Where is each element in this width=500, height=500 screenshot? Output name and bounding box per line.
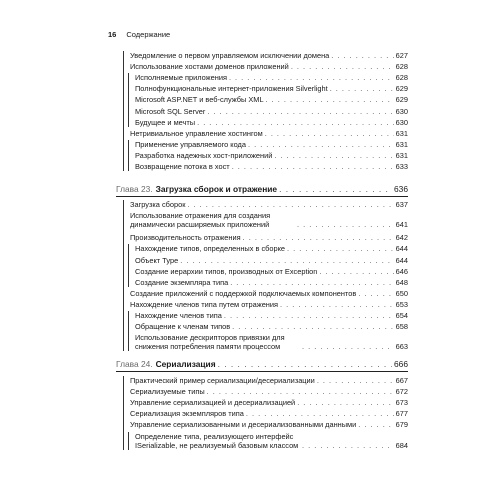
- toc-entry-page: 677: [395, 409, 408, 419]
- toc-entry-title: Возвращение потока в хост: [135, 162, 230, 171]
- toc-entry-page: 650: [395, 288, 408, 298]
- leader-dots: [319, 267, 393, 276]
- leader-dots: [218, 359, 392, 370]
- toc-entry-title: Обращение к членам типов: [135, 322, 231, 332]
- toc-entry-page: 637: [395, 200, 408, 209]
- header-section: Содержание: [126, 30, 171, 39]
- toc-entry-page: 633: [395, 162, 408, 171]
- chapter-label: Глава 24.: [116, 359, 153, 369]
- toc-entry[interactable]: [130, 129, 408, 138]
- leader-dots: [297, 220, 394, 229]
- toc-entry[interactable]: [135, 151, 408, 160]
- toc-entry-page: 631: [395, 150, 408, 160]
- leader-dots: [274, 151, 393, 160]
- toc-entry[interactable]: [135, 107, 408, 116]
- toc-entry-page: 667: [395, 376, 408, 385]
- toc-entry[interactable]: [135, 162, 408, 171]
- toc-entry-page: 631: [395, 139, 408, 149]
- toc-entry-title: Нахождение членов типа: [135, 311, 222, 320]
- group-bar: [123, 376, 124, 450]
- group-bar: [128, 432, 129, 450]
- toc-entry-title: Определение типа, реализующего интерфейс ISerializable, не реализуемый базовым классом: [135, 431, 299, 450]
- toc-entry-page: 653: [395, 299, 408, 309]
- chapter-label: Глава 23.: [116, 184, 153, 194]
- page-number: 16: [108, 30, 117, 39]
- toc-entry[interactable]: [135, 267, 408, 276]
- toc-entry[interactable]: [130, 51, 408, 60]
- leader-dots: [232, 322, 394, 331]
- toc-entry[interactable]: [135, 278, 408, 287]
- leader-dots: [187, 200, 393, 209]
- leader-dots: [331, 51, 393, 60]
- chapter-divider: [116, 196, 408, 197]
- toc-entry-page: 644: [395, 255, 408, 265]
- toc-entry[interactable]: [130, 300, 408, 309]
- leader-dots: [266, 95, 394, 104]
- toc-entry-page: 628: [395, 62, 408, 72]
- leader-dots: [302, 441, 394, 450]
- toc-entry[interactable]: [135, 118, 408, 127]
- chapter-23-heading[interactable]: [116, 183, 408, 195]
- toc-entry-title: Microsoft SQL Server: [135, 106, 206, 116]
- chapter-page: 636: [394, 184, 408, 194]
- toc-entry-title: Создание иерархии типов, производных от Exception: [135, 266, 318, 276]
- leader-dots: [197, 118, 394, 127]
- toc-entry-page: 629: [395, 84, 408, 94]
- toc-entry-page: 631: [395, 128, 408, 138]
- toc-entry[interactable]: [135, 84, 408, 93]
- leader-dots: [280, 300, 394, 309]
- toc-entry-title: Создание приложений с поддержкой подключаемых компонентов: [130, 288, 357, 298]
- toc-entry[interactable]: [130, 398, 408, 407]
- toc-entry-title: Нетривиальное управление хостингом: [130, 128, 263, 138]
- toc-entry-page: 641: [395, 220, 408, 230]
- toc-entry[interactable]: [130, 233, 408, 242]
- toc-entry-page: 673: [395, 398, 408, 408]
- toc-entry[interactable]: [130, 376, 408, 385]
- chapter-divider: [116, 371, 408, 372]
- toc-entry-page: 627: [395, 51, 408, 60]
- leader-dots: [302, 342, 394, 351]
- toc-entry[interactable]: [130, 200, 408, 209]
- leader-dots: [229, 73, 394, 82]
- toc-entry-page: 642: [395, 233, 408, 243]
- leader-dots: [291, 62, 394, 71]
- chapter-24-heading[interactable]: [116, 358, 408, 370]
- group-bar: [128, 140, 129, 171]
- leader-dots: [358, 289, 393, 298]
- leader-dots: [279, 184, 392, 195]
- group-bar: [128, 311, 129, 351]
- leader-dots: [358, 420, 393, 429]
- toc-entry[interactable]: [130, 387, 408, 396]
- toc-entry-title: Сериализация экземпляров типа: [130, 409, 244, 419]
- group-bar: [128, 244, 129, 286]
- toc-entry[interactable]: [130, 211, 408, 229]
- toc-entry-title: Microsoft ASP.NET и веб-службы XML: [135, 95, 264, 105]
- leader-dots: [248, 140, 394, 149]
- toc-entry[interactable]: [135, 333, 408, 351]
- toc-entry[interactable]: [130, 62, 408, 71]
- toc-entry-title: Нахождение типов, определенных в сборке: [135, 244, 286, 254]
- toc-entry-page: 646: [395, 266, 408, 276]
- leader-dots: [230, 278, 393, 287]
- toc-entry[interactable]: [135, 311, 408, 320]
- toc-entry[interactable]: [130, 420, 408, 429]
- toc-entry-page: 654: [395, 311, 408, 320]
- leader-dots: [243, 233, 394, 242]
- toc-entry-title: Использование отражения для создания динамически расширяемых приложений: [130, 211, 271, 230]
- toc-entry-title: Создание экземпляра типа: [135, 277, 229, 287]
- toc-entry-title: Практический пример сериализации/десериализации: [130, 376, 315, 385]
- toc-entry-page: 672: [395, 387, 408, 397]
- page-header: [108, 30, 170, 40]
- toc-entry-title: Уведомление о первом управляемом исключении домена: [130, 51, 330, 60]
- toc-entry-page: 644: [395, 244, 408, 254]
- leader-dots: [330, 84, 394, 93]
- leader-dots: [265, 129, 394, 138]
- group-bar: [128, 73, 129, 126]
- toc-entry[interactable]: [135, 256, 408, 265]
- leader-dots: [246, 409, 394, 418]
- toc-entry-page: 663: [395, 342, 408, 352]
- toc-entry-page: 629: [395, 95, 408, 105]
- leader-dots: [207, 107, 393, 116]
- toc-entry-title: Нахождение членов типа путем отражения: [130, 299, 279, 309]
- toc-entry[interactable]: [130, 409, 408, 418]
- leader-dots: [287, 244, 394, 253]
- toc-entry-page: 630: [395, 117, 408, 127]
- chapter-page: 666: [394, 359, 408, 369]
- chapter-title: Сериализация: [155, 359, 216, 369]
- toc-entry-title: Объект Type: [135, 255, 179, 265]
- toc-entry-title: Будущее и мечты: [135, 117, 196, 127]
- toc-entry-title: Полнофункциональные интернет-приложения Silverlight: [135, 84, 328, 94]
- group-bar: [123, 200, 124, 351]
- leader-dots: [297, 398, 393, 407]
- toc-entry-page: 630: [395, 106, 408, 116]
- toc-entry-title: Разработка надежных хост-приложений: [135, 150, 273, 160]
- toc-entry-title: Сериализуемые типы: [130, 387, 205, 397]
- toc-entry-title: Исполняемые приложения: [135, 73, 227, 83]
- toc-entry[interactable]: [130, 289, 408, 298]
- leader-dots: [232, 162, 394, 171]
- toc-entry-title: Управление сериализацией и десериализацией: [130, 398, 296, 408]
- toc-entry-title: Применение управляемого кода: [135, 139, 246, 149]
- toc-entry[interactable]: [135, 322, 408, 331]
- toc-entry[interactable]: [135, 73, 408, 82]
- leader-dots: [207, 387, 394, 396]
- toc-entry-title: Использование дескрипторов привязки для снижения потребления памяти процессом: [135, 333, 285, 352]
- leader-dots: [180, 256, 393, 265]
- toc-entry-title: Управление сериализованными и десериализованными данными: [130, 420, 357, 430]
- chapter-title: Загрузка сборок и отражение: [155, 184, 278, 194]
- leader-dots: [317, 376, 394, 385]
- toc-entry[interactable]: [135, 432, 408, 450]
- toc-entry-title: Использование хостами доменов приложений: [130, 62, 289, 72]
- toc-entry-page: 658: [395, 322, 408, 332]
- toc-entry-title: Загрузка сборок: [130, 200, 186, 209]
- group-bar: [123, 51, 124, 171]
- toc-entry[interactable]: [135, 95, 408, 104]
- toc-entry[interactable]: [135, 140, 408, 149]
- toc-entry-page: 648: [395, 277, 408, 287]
- toc-entry-title: Производительность отражения: [130, 233, 241, 243]
- toc-entry-page: 684: [395, 440, 408, 450]
- toc-entry-page: 628: [395, 73, 408, 83]
- toc-entry-page: 679: [395, 420, 408, 430]
- toc-entry[interactable]: [135, 244, 408, 253]
- leader-dots: [224, 311, 394, 320]
